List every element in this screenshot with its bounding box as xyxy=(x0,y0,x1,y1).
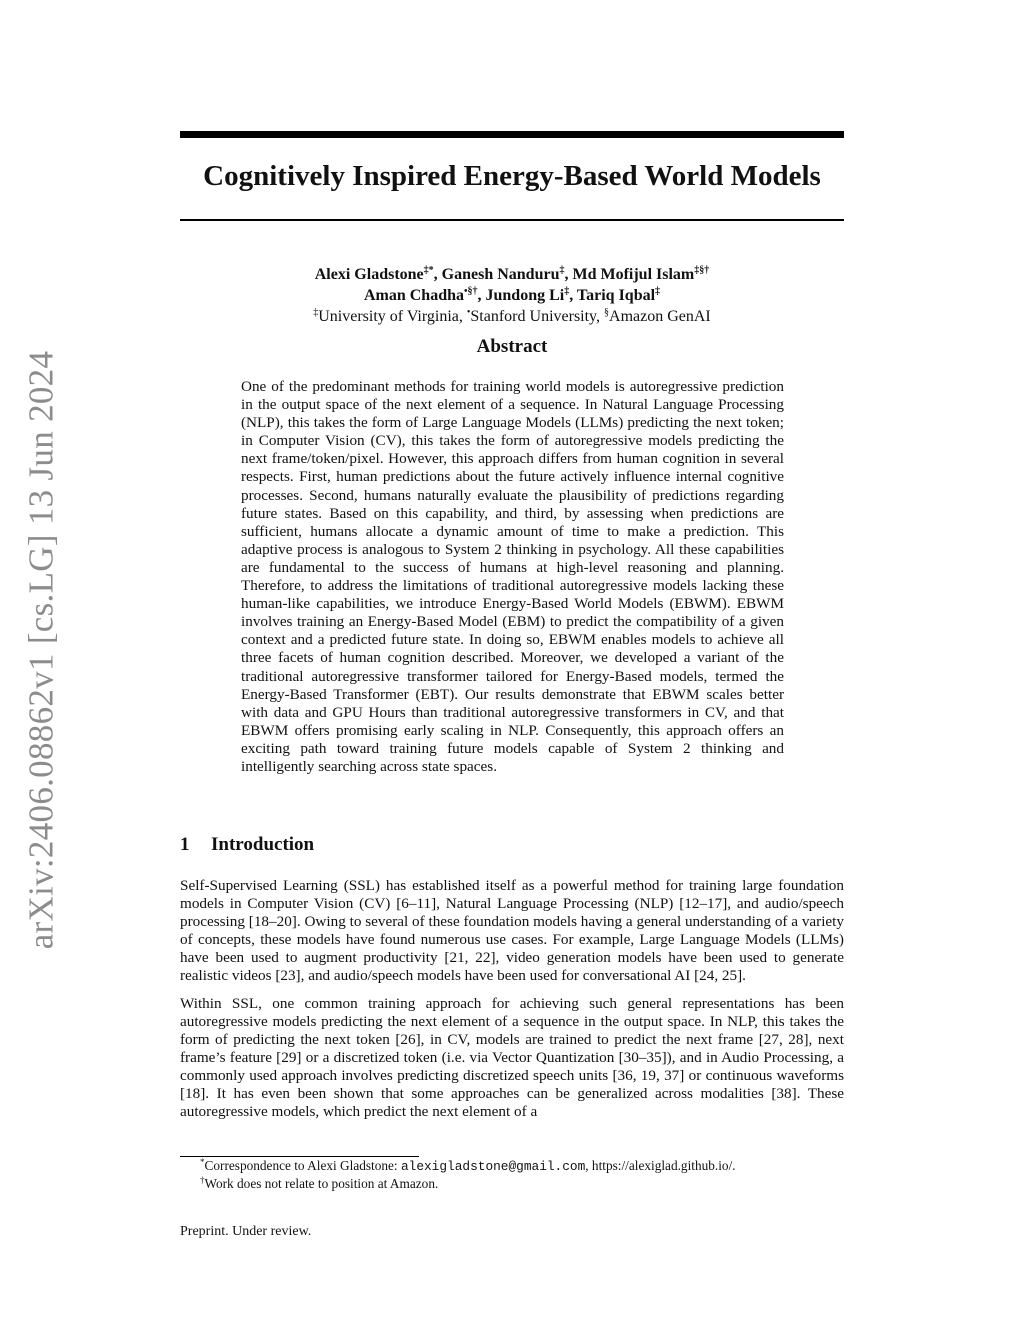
abstract-heading: Abstract xyxy=(476,336,548,357)
introduction-body xyxy=(180,877,844,1130)
section-heading-introduction xyxy=(180,834,844,856)
title-bottom-rule xyxy=(180,219,844,221)
affiliation: Amazon GenAI xyxy=(609,308,711,325)
arxiv-identifier-text: arXiv:2406.08862v1 [cs.LG] 13 Jun 2024 xyxy=(21,350,60,950)
title-top-rule xyxy=(180,131,844,138)
preprint-notice: Preprint. Under review. xyxy=(180,1224,312,1239)
affiliation: Stanford University, xyxy=(470,308,605,325)
body-paragraph: Self-Supervised Learning (SSL) has established itself as a powerful method for training large foundation models in Computer Vision (CV) [6–11], Natural Language Processing (NLP) [12–17], and audio/speech processing [18–20]. Owing to several of these foundation models having a general understanding of a variety of concepts, these models have found numerous use cases. For example, Large Language Models (LLMs) have been used to augment productivity [21, 22], video generation models have been used to generate realistic videos [23], and audio/speech models have been used for conversational AI [24, 25]. xyxy=(180,877,844,985)
footnote-mark: † xyxy=(200,1175,205,1185)
affiliation-mark: § xyxy=(604,307,610,318)
abstract-text: One of the predominant methods for training world models is autoregressive prediction in the output space of the next element of a sequence. In Natural Language Processing (NLP), this takes the form of Large Language Models (LLMs) predicting the next token; in Computer Vision (CV), this takes the form of autoregressive models predicting the next frame/token/pixel. However, this approach differs from human cognition in several respects. First, human predictions about the future actively influence internal cognitive processes. Second, humans naturally evaluate the plausibility of predictions regarding future states. Based on this capability, and third, by assessing when predictions are sufficient, humans allocate a dynamic amount of time to make a prediction. This adaptive process is analogous to System 2 thinking in psychology. All these capabilities are fundamental to the success of humans at high-level reasoning and planning. Therefore, to address the limitations of traditional autoregressive models lacking these human-like capabilities, we introduce Energy-Based World Models (EBWM). EBWM involves training an Energy-Based Model (EBM) to predict the compatibility of a given context and a predicted future state. In doing so, EBWM enables models to achieve all three facets of human cognition described. Moreover, we developed a variant of the traditional autoregressive transformer tailored for Energy-Based models, termed the Energy-Based Transformer (EBT). Our results demonstrate that EBWM scales better with data and GPU Hours than traditional autoregressive transformers in CV, and that EBWM offers promising early scaling in NLP. Consequently, this approach offers an exciting path toward training future models capable of System 2 thinking and intelligently searching across state spaces. xyxy=(241,378,784,775)
footnote-mark: * xyxy=(200,1157,205,1167)
author-affiliation-mark: ‡ xyxy=(655,286,661,297)
affiliation-mark: ‡ xyxy=(313,307,319,318)
author-affiliation-mark: ‡§† xyxy=(694,265,710,276)
author-line-2 xyxy=(180,285,844,306)
author-affiliation-mark: ‡ xyxy=(564,286,570,297)
author-affiliation-mark: ‡ xyxy=(559,265,565,276)
author-block xyxy=(180,264,844,327)
section-number: 1 xyxy=(180,834,190,855)
footnote-correspondence xyxy=(180,1157,844,1175)
affiliations-line xyxy=(180,306,844,327)
author-affiliation-mark: •§† xyxy=(463,286,478,297)
footnote-website[interactable]: , https://alexiglad.github.io/. xyxy=(585,1158,736,1173)
section-title: Introduction xyxy=(211,834,315,855)
arxiv-identifier-stamp xyxy=(16,350,66,950)
author-line-1 xyxy=(180,264,844,285)
affiliation: University of Virginia, xyxy=(318,308,467,325)
author-name: , Jundong Li xyxy=(477,287,565,304)
author-name: Alexi Gladstone xyxy=(314,266,424,283)
footnote-text: Correspondence to Alexi Gladstone: xyxy=(204,1158,401,1173)
paper-title: Cognitively Inspired Energy-Based World Models xyxy=(203,160,821,192)
footnotes xyxy=(180,1157,844,1192)
author-affiliation-mark: ‡* xyxy=(423,265,434,276)
body-paragraph: Within SSL, one common training approach for achieving such general representations has been autoregressive models predicting the next element of a sequence in the output space. In NLP, this takes the form of predicting the next token [26], in CV, models are trained to predict the next frame [27, 28], next frame’s feature [29] or a discretized token (i.e. via Vector Quantization [30–35]), and in Audio Processing, a commonly used approach involves predicting discretized speech units [36, 19, 37] or continuous waveforms [18]. It has even been shown that some approaches can be generalized across modalities [38]. These autoregressive models, which predict the next element of a xyxy=(180,994,844,1121)
author-name: , Tariq Iqbal xyxy=(569,287,656,304)
author-name: , Md Mofijul Islam xyxy=(564,266,695,283)
author-name: , Ganesh Nanduru xyxy=(433,266,560,283)
affiliation-mark: • xyxy=(466,307,471,318)
author-name: Aman Chadha xyxy=(363,287,464,304)
footnote-amazon xyxy=(180,1175,844,1192)
footnote-text: Work does not relate to position at Amazon. xyxy=(204,1176,439,1191)
correspondence-email[interactable]: alexigladstone@gmail.com xyxy=(400,1159,586,1174)
